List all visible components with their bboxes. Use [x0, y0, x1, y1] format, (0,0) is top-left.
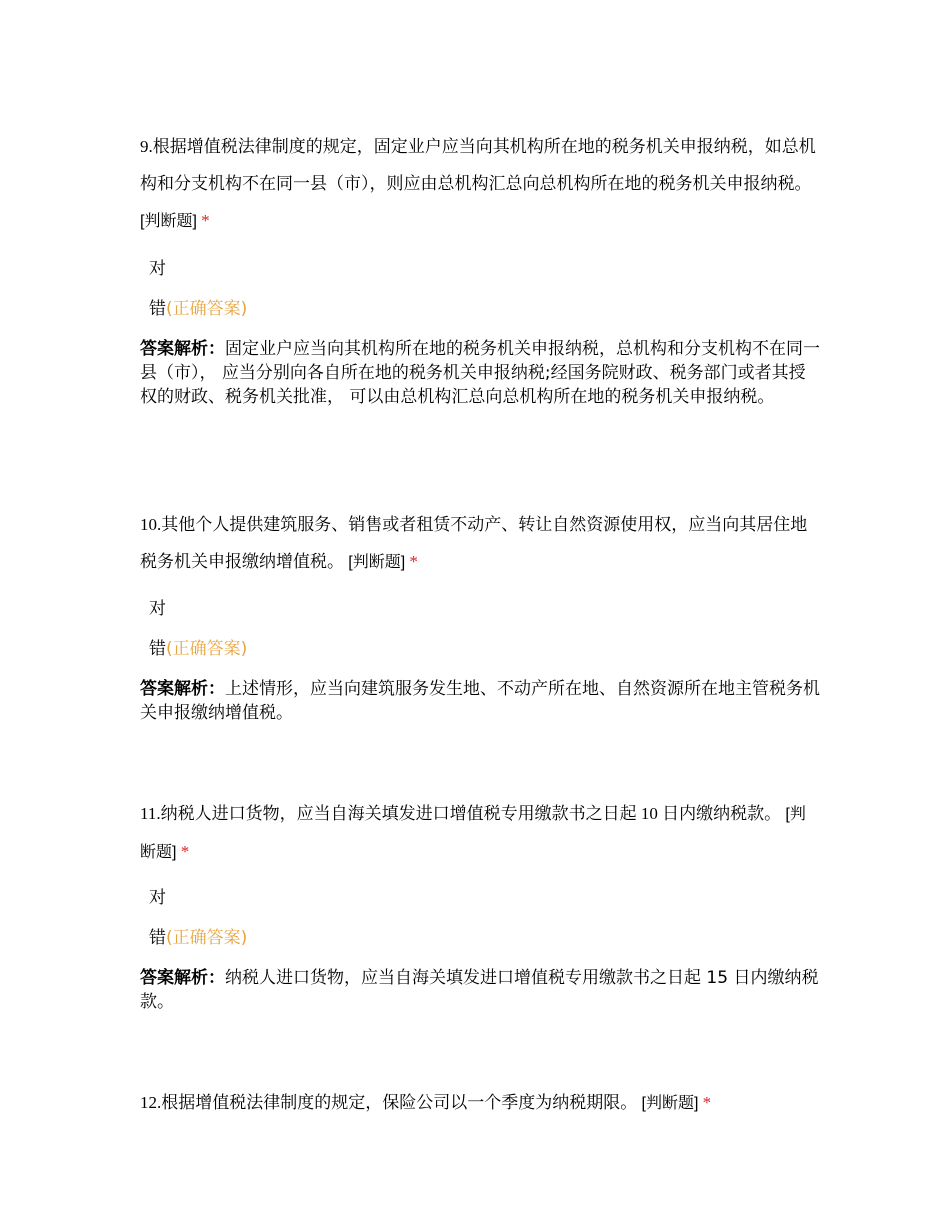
question-9 [140, 128, 820, 407]
explanation-text: 固定业户应当向其机构所在地的税务机关申报纳税，总机构和分支机构不在同一县（市）， 应当分别向各自所在地的税务机关申报纳税;经国务院财政、税务部门或者其授权的财政、税务机关批准， 可以由总机构汇总向总机构所在地的税务机关申报纳税。 [140, 339, 820, 407]
correct-answer-tag: (正确答案) [166, 299, 248, 319]
option-false[interactable]: 错(正确答案) [149, 299, 248, 319]
answer-explanation [140, 677, 820, 725]
option-true[interactable]: 对 [149, 259, 166, 279]
question-10 [140, 506, 820, 723]
answer-explanation [140, 966, 820, 1014]
required-marker: * [702, 1093, 712, 1112]
option-true[interactable]: 对 [149, 599, 166, 619]
required-marker: * [409, 552, 418, 571]
required-marker: * [180, 842, 190, 861]
option-false[interactable]: 错(正确答案) [149, 639, 248, 659]
explanation-text: 上述情形，应当向建筑服务发生地、不动产所在地、自然资源所在地主管税务机关申报缴纳增值税。 [140, 679, 820, 723]
question-11 [140, 795, 820, 1012]
question-text: 9.根据增值税法律制度的规定，固定业户应当向其机构所在地的税务机关申报纳税，如总机构和分支机构不在同一县（市），则应由总机构汇总向总机构所在地的税务机关申报纳税。 [判断题] * [140, 137, 816, 230]
explanation-text: 纳税人进口货物，应当自海关填发进口增值税专用缴款书之日起 15 日内缴纳税款。 [140, 968, 819, 1012]
option-false[interactable]: 错(正确答案) [149, 928, 248, 948]
explanation-label: 答案解析： [140, 968, 225, 988]
question-text: 11.纳税人进口货物，应当自海关填发进口增值税专用缴款书之日起 10 日内缴纳税款。 [判断题] * [140, 804, 806, 861]
explanation-label: 答案解析： [140, 339, 225, 359]
question-12 [140, 1084, 820, 1122]
explanation-label: 答案解析： [140, 679, 225, 699]
question-type: [判断题] [140, 806, 806, 861]
required-marker: * [201, 211, 210, 230]
question-type: [判断题] [641, 1095, 699, 1112]
option-true[interactable]: 对 [149, 888, 166, 908]
question-text: 10.其他个人提供建筑服务、销售或者租赁不动产、转让自然资源使用权，应当向其居住地税务机关申报缴纳增值税。 [判断题] * [140, 515, 808, 571]
question-text: 12.根据增值税法律制度的规定，保险公司以一个季度为纳税期限。 [判断题] * [140, 1093, 712, 1112]
answer-explanation [140, 337, 820, 409]
question-type: [判断题] [348, 554, 406, 571]
question-type: [判断题] [140, 213, 197, 230]
correct-answer-tag: (正确答案) [166, 928, 248, 948]
correct-answer-tag: (正确答案) [166, 639, 248, 659]
